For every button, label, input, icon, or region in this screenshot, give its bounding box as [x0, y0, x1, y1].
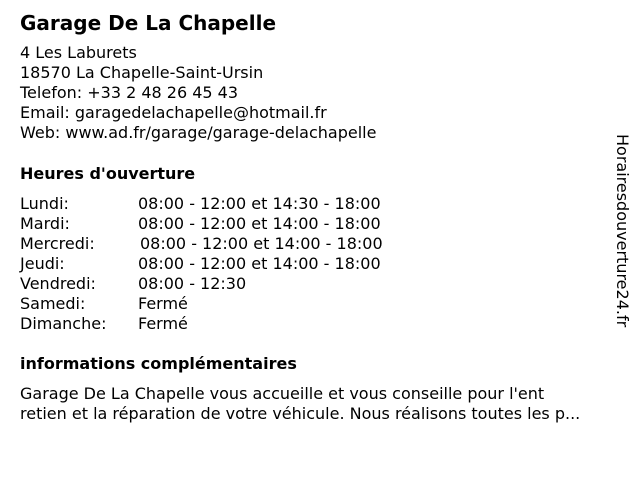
day-hours: 08:00 - 12:00 et 14:00 - 18:00 — [138, 254, 381, 273]
description-line-1: Garage De La Chapelle vous accueille et vous conseille pour l'ent — [20, 384, 545, 403]
day-label: Samedi: — [20, 294, 86, 313]
site-watermark: Horairesdouverture24.fr — [613, 134, 632, 328]
hours-row-saturday — [20, 294, 383, 314]
day-hours: 08:00 - 12:00 et 14:00 - 18:00 — [138, 214, 381, 233]
business-contact — [20, 43, 376, 143]
day-label: Mercredi: — [20, 234, 95, 253]
phone-line: Telefon: +33 2 48 26 45 43 — [20, 83, 239, 102]
hours-row-thursday — [20, 254, 383, 274]
day-hours: Fermé — [138, 314, 188, 333]
day-hours: Fermé — [138, 294, 188, 313]
day-label: Dimanche: — [20, 314, 107, 333]
opening-hours-table — [20, 194, 383, 334]
address-line-1: 4 Les Laburets — [20, 43, 137, 62]
description-line-2: retien et la réparation de votre véhicule. Nous réalisons toutes les p... — [20, 404, 581, 423]
additional-info-heading: informations complémentaires — [20, 354, 297, 373]
hours-row-wednesday — [20, 234, 383, 254]
business-description — [20, 384, 632, 424]
hours-row-sunday — [20, 314, 383, 334]
day-hours: 08:00 - 12:30 — [138, 274, 247, 293]
hours-row-tuesday — [20, 214, 383, 234]
hours-row-friday — [20, 274, 383, 294]
day-hours: 08:00 - 12:00 et 14:30 - 18:00 — [138, 194, 381, 213]
hours-row-monday — [20, 194, 383, 214]
day-label: Lundi: — [20, 194, 69, 213]
email-line: Email: garagedelachapelle@hotmail.fr — [20, 103, 327, 122]
day-label: Mardi: — [20, 214, 70, 233]
web-line: Web: www.ad.fr/garage/garage-delachapelle — [20, 123, 377, 142]
day-label: Vendredi: — [20, 274, 96, 293]
opening-hours-heading: Heures d'ouverture — [20, 164, 196, 183]
address-line-2: 18570 La Chapelle-Saint-Ursin — [20, 63, 264, 82]
day-label: Jeudi: — [20, 254, 65, 273]
day-hours: 08:00 - 12:00 et 14:00 - 18:00 — [140, 234, 383, 253]
business-name: Garage De La Chapelle — [20, 11, 277, 35]
